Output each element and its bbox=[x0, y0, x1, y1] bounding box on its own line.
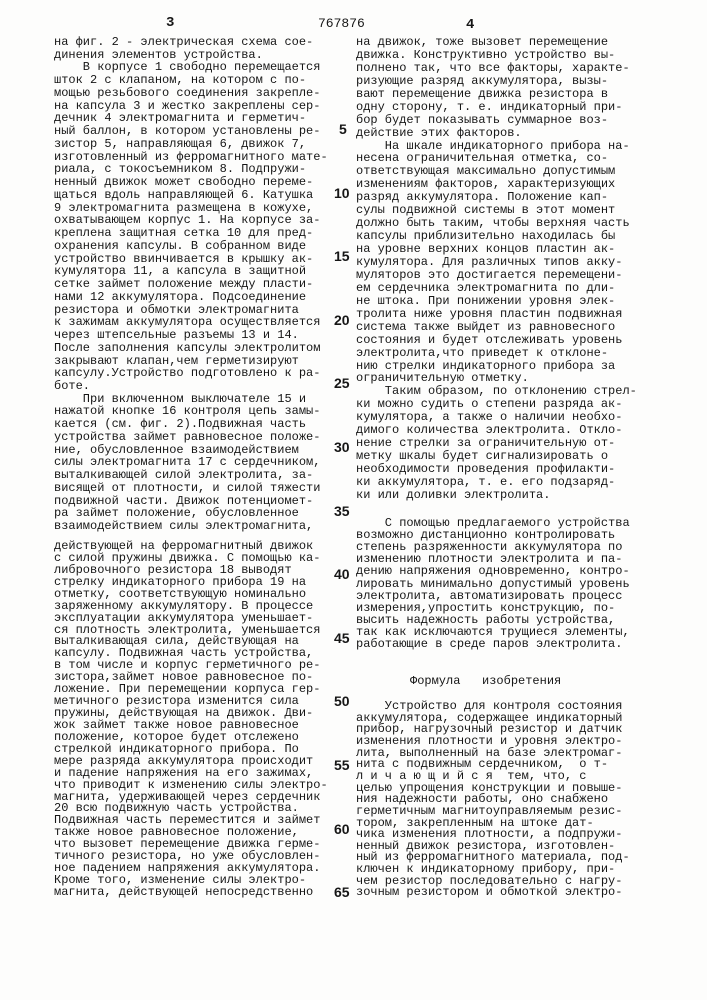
text-line: на движок, тоже вызовет перемещение bbox=[356, 37, 608, 48]
text-line: устройства займет равновесное положе- bbox=[54, 432, 320, 443]
line-number: 35 bbox=[334, 504, 350, 519]
text-line: сулы подвижной системы в этот момент bbox=[356, 205, 615, 216]
text-line: либровочного резистора 18 выводят bbox=[54, 565, 292, 576]
text-line: С помощью предлагаемого устройства bbox=[356, 518, 630, 529]
text-line: целью упрощения конструкции и повыше- bbox=[356, 783, 622, 794]
text-line: кумулятора, а также о наличии необхо- bbox=[356, 412, 622, 423]
text-line: необходимости проведения профилакти- bbox=[356, 464, 615, 475]
line-number: 5 bbox=[339, 122, 347, 137]
text-line: Кроме того, изменение силы электро- bbox=[54, 875, 306, 886]
text-line: стрелкой индикаторного прибора. По bbox=[54, 744, 299, 755]
text-line: нию стрелки индикаторного прибора за bbox=[356, 361, 615, 372]
text-line: капсулу.Устройство подготовлено к ра- bbox=[54, 368, 320, 379]
text-line: магнита, удерживающей через сердечник bbox=[54, 792, 320, 803]
text-line: 9 электромагнита размещена в кожухе, bbox=[54, 203, 313, 214]
text-line: подвижной части. Движок потенциомет- bbox=[54, 496, 313, 507]
text-line: зистор 5, направляющая 6, движок 7, bbox=[54, 139, 306, 150]
text-line: заряженному аккумулятору. В процессе bbox=[54, 601, 313, 612]
text-line: жок займет также новое равновесное bbox=[54, 720, 299, 731]
text-line: и падение напряжения на его зажимах, bbox=[54, 768, 313, 779]
text-line: к зажимам аккумулятора осуществляется bbox=[54, 317, 320, 328]
text-line: кумулятора. Для различных типов акку- bbox=[356, 257, 622, 268]
text-line: креплена защитная сетка 10 для пред- bbox=[54, 228, 313, 239]
text-line: электролита,что приведет к отклоне- bbox=[356, 348, 608, 359]
text-line: ненный движок может свободно переме- bbox=[54, 177, 313, 188]
text-line: ризующие разряд аккумулятора, вызы- bbox=[356, 76, 608, 87]
text-line: в том числе и корпус герметичного ре- bbox=[54, 660, 320, 671]
text-line: отметку, соответствующую номинально bbox=[54, 589, 306, 600]
text-line: несена ограничительная отметка, со- bbox=[356, 153, 608, 164]
text-line: дечник 4 электромагнита и герметич- bbox=[54, 113, 306, 124]
line-number: 30 bbox=[334, 440, 350, 455]
text-line: ключен к индикаторному прибору, при- bbox=[356, 864, 615, 875]
text-line: ки можно судить о степени разряда ак- bbox=[356, 399, 622, 410]
text-line: изготовленный из ферромагнитного мате- bbox=[54, 152, 328, 163]
text-line: ответствующая максимально допустимым bbox=[356, 166, 615, 177]
text-line: герметичным магнитоуправляемым резис- bbox=[356, 806, 622, 817]
text-line: через штепсельные разъемы 13 и 14. bbox=[54, 330, 299, 341]
text-line: ра займет положение, обусловленное bbox=[54, 508, 299, 519]
text-line: выталкивающей силой электролита, за- bbox=[54, 470, 313, 481]
text-line: мощью резьбового соединения закрепле- bbox=[54, 88, 320, 99]
text-line: движка. Конструктивно устройство вы- bbox=[356, 50, 615, 61]
text-line: пружины, действующая на движок. Дви- bbox=[54, 708, 313, 719]
text-line: динения элементов устройства. bbox=[54, 50, 263, 61]
line-number: 10 bbox=[334, 186, 350, 201]
claims-heading: Формула изобретения bbox=[410, 675, 561, 687]
text-line: кается (см. фиг. 2).Подвижная часть bbox=[54, 419, 306, 430]
text-line: стрелку индикаторного прибора 19 на bbox=[54, 577, 306, 588]
line-number: 40 bbox=[334, 567, 350, 582]
text-line: тором, закрепленным на штоке дат- bbox=[356, 818, 594, 829]
text-line: ный из ферромагнитного материала, под- bbox=[356, 852, 630, 863]
text-line: вают перемещение движка резистора в bbox=[356, 89, 608, 100]
text-line: действующей на ферромагнитный движок bbox=[54, 541, 313, 552]
text-line: изменения плотности и уровня электро- bbox=[356, 736, 622, 747]
text-line: нение стрелки за ограничительную от- bbox=[356, 438, 615, 449]
text-line: димого количества электролита. Откло- bbox=[356, 425, 622, 436]
text-line: тролита ниже уровня пластин подвижная bbox=[356, 309, 622, 320]
text-line: зочным резистором и обмоткой электро- bbox=[356, 887, 622, 898]
text-line: риала, с токосъемником 8. Подпружи- bbox=[54, 164, 306, 175]
text-line: капсулы приблизительно находилась бы bbox=[356, 231, 615, 242]
text-line: высить надежность работы устройства, bbox=[356, 615, 615, 626]
text-line: силы электромагнита 17 с сердечником, bbox=[54, 457, 320, 468]
text-line: ние, обусловленное взаимодействием bbox=[54, 445, 299, 456]
text-line: боте. bbox=[54, 381, 90, 392]
text-line: работающие в среде паров электролита. bbox=[356, 639, 622, 650]
text-line: положение, которое будет отслежено bbox=[54, 732, 299, 743]
text-line: В корпусе 1 свободно перемещается bbox=[54, 62, 320, 73]
text-line: изменениям факторов, характеризующих bbox=[356, 179, 615, 190]
text-line: полнено так, что все факторы, характе- bbox=[356, 63, 630, 74]
text-line: мере разряда аккумулятора происходит bbox=[54, 756, 313, 767]
text-line: кумулятора 11, а капсула в защитной bbox=[54, 266, 306, 277]
text-line: нажатой кнопке 16 контроля цепь замы- bbox=[54, 406, 320, 417]
text-line: нита с подвижным сердечником, о т- bbox=[356, 759, 608, 770]
text-line: магнита, действующей непосредственно bbox=[54, 887, 313, 898]
text-line: резистора и обмотки электромагнита bbox=[54, 305, 299, 316]
text-line: ся плотность электролита, уменьшается bbox=[54, 625, 320, 636]
text-line: сетке займет положение между пласти- bbox=[54, 279, 313, 290]
text-line: прибор, нагрузочный резистор и датчик bbox=[356, 724, 622, 735]
text-line: взаимодействием силы электромагнита, bbox=[54, 521, 313, 532]
patent-page bbox=[0, 0, 707, 1000]
text-line: разряд аккумулятора. Положение кап- bbox=[356, 192, 608, 203]
text-line: нами 12 аккумулятора. Подсоединение bbox=[54, 292, 306, 303]
text-line: что приводит к изменению силы электро- bbox=[54, 780, 328, 791]
text-line: система также выйдет из равновесного bbox=[356, 322, 615, 333]
text-line: лита, выполненный на базе электромаг- bbox=[356, 748, 622, 759]
text-line: с силой пружины движка. С помощью ка- bbox=[54, 553, 320, 564]
text-line: лировать минимально допустимый уровень bbox=[356, 579, 630, 590]
text-line: метичного резистора изменится сила bbox=[54, 696, 299, 707]
text-line: шток 2 с клапаном, на котором с по- bbox=[54, 75, 306, 86]
text-line: бор будет показывать суммарное воз- bbox=[356, 115, 608, 126]
patent-number: 767876 bbox=[318, 16, 365, 31]
line-number: 45 bbox=[334, 631, 350, 646]
text-line: При включенном выключателе 15 и bbox=[54, 394, 306, 405]
text-line: электролита, автоматизировать процесс bbox=[356, 591, 622, 602]
text-line: дению напряжения одновременно, контро- bbox=[356, 566, 630, 577]
text-line: одну сторону, т. е. индикаторный при- bbox=[356, 102, 622, 113]
text-line: метку шкалы будет сигнализировать о bbox=[356, 451, 608, 462]
line-number: 15 bbox=[334, 249, 350, 264]
text-line: не штока. При понижении уровня элек- bbox=[356, 296, 615, 307]
text-line: ограничительную отметку. bbox=[356, 373, 529, 384]
page-number-left: 3 bbox=[166, 16, 174, 31]
text-line: на фиг. 2 - электрическая схема сое- bbox=[54, 37, 313, 48]
text-line: устройство ввинчивается в крышку ак- bbox=[54, 254, 313, 265]
text-line: действие этих факторов. bbox=[356, 128, 522, 139]
text-line: л и ч а ю щ и й с я тем, что, с bbox=[356, 771, 586, 782]
text-line: должно быть таким, чтобы верхняя часть bbox=[356, 218, 630, 229]
text-line: ки аккумулятора, т. е. его подзаряд- bbox=[356, 477, 615, 488]
text-line: эксплуатации аккумулятора уменьшает- bbox=[54, 613, 313, 624]
text-line: ложение. При перемещении корпуса гер- bbox=[54, 684, 320, 695]
text-line: чика изменения плотности, а подпружи- bbox=[356, 829, 622, 840]
text-line: ем сердечника электромагнита по дли- bbox=[356, 283, 615, 294]
text-line: закрывают клапан,чем герметизируют bbox=[54, 356, 299, 367]
text-line: измерения,упростить конструкцию, по- bbox=[356, 603, 615, 614]
text-line: ное падением напряжения аккумулятора. bbox=[54, 863, 320, 874]
text-line: Подвижная часть переместится и займет bbox=[54, 815, 320, 826]
text-line: изменению плотности электролита и па- bbox=[356, 554, 622, 565]
text-line: степень разряженности аккумулятора по bbox=[356, 542, 622, 553]
text-line: тичного резистора, но уже обусловлен- bbox=[54, 851, 320, 862]
line-number: 60 bbox=[334, 822, 350, 837]
text-line: охватывающем корпус 1. На корпусе за- bbox=[54, 215, 320, 226]
text-line: капсулу. Подвижная часть устройства, bbox=[54, 648, 313, 659]
text-line: ния надежности работы, оно снабжено bbox=[356, 794, 608, 805]
line-number: 55 bbox=[334, 758, 350, 773]
text-line: На шкале индикаторного прибора на- bbox=[356, 141, 630, 152]
line-number: 65 bbox=[334, 885, 350, 900]
text-line: ненный движок резистора, изготовлен- bbox=[356, 841, 615, 852]
text-line: чем резистор последовательно с нагру- bbox=[356, 876, 622, 887]
text-line: аккумулятора, содержащее индикаторный bbox=[356, 713, 622, 724]
text-line: на уровне верхних концов пластин ак- bbox=[356, 244, 615, 255]
text-line: Таким образом, по отклонению стрел- bbox=[356, 386, 637, 397]
text-line: муляторов это достигается перемещени- bbox=[356, 270, 622, 281]
text-line: ки или доливки электролита. bbox=[356, 490, 550, 501]
text-line: После заполнения капсулы электролитом bbox=[54, 343, 320, 354]
line-number: 25 bbox=[334, 376, 350, 391]
text-line: что вызовет перемещение движка герме- bbox=[54, 839, 320, 850]
line-number: 50 bbox=[334, 694, 350, 709]
text-line: ный баллон, в котором установлены ре- bbox=[54, 126, 320, 137]
text-line: 20 всю подвижную часть устройства. bbox=[54, 803, 299, 814]
text-line: щаться вдоль направляющей 6. Катушка bbox=[54, 190, 313, 201]
text-line: возможно дистанционно контролировать bbox=[356, 530, 615, 541]
text-line: так как исключаются трущиеся элементы, bbox=[356, 627, 630, 638]
text-line: состояния и будет отслеживать уровень bbox=[356, 335, 622, 346]
line-number: 20 bbox=[334, 313, 350, 328]
text-line: зистора,займет новое равновесное по- bbox=[54, 672, 313, 683]
text-line: висящей от плотности, и силой тяжести bbox=[54, 483, 320, 494]
text-line: Устройство для контроля состояния bbox=[356, 701, 622, 712]
text-line: также новое равновесное положение, bbox=[54, 827, 299, 838]
text-line: выталкивающая сила, действующая на bbox=[54, 636, 299, 647]
page-number-right: 4 bbox=[466, 18, 474, 33]
text-line: на капсула 3 и жестко закреплены сер- bbox=[54, 101, 320, 112]
text-line: охранения капсулы. В собранном виде bbox=[54, 241, 306, 252]
